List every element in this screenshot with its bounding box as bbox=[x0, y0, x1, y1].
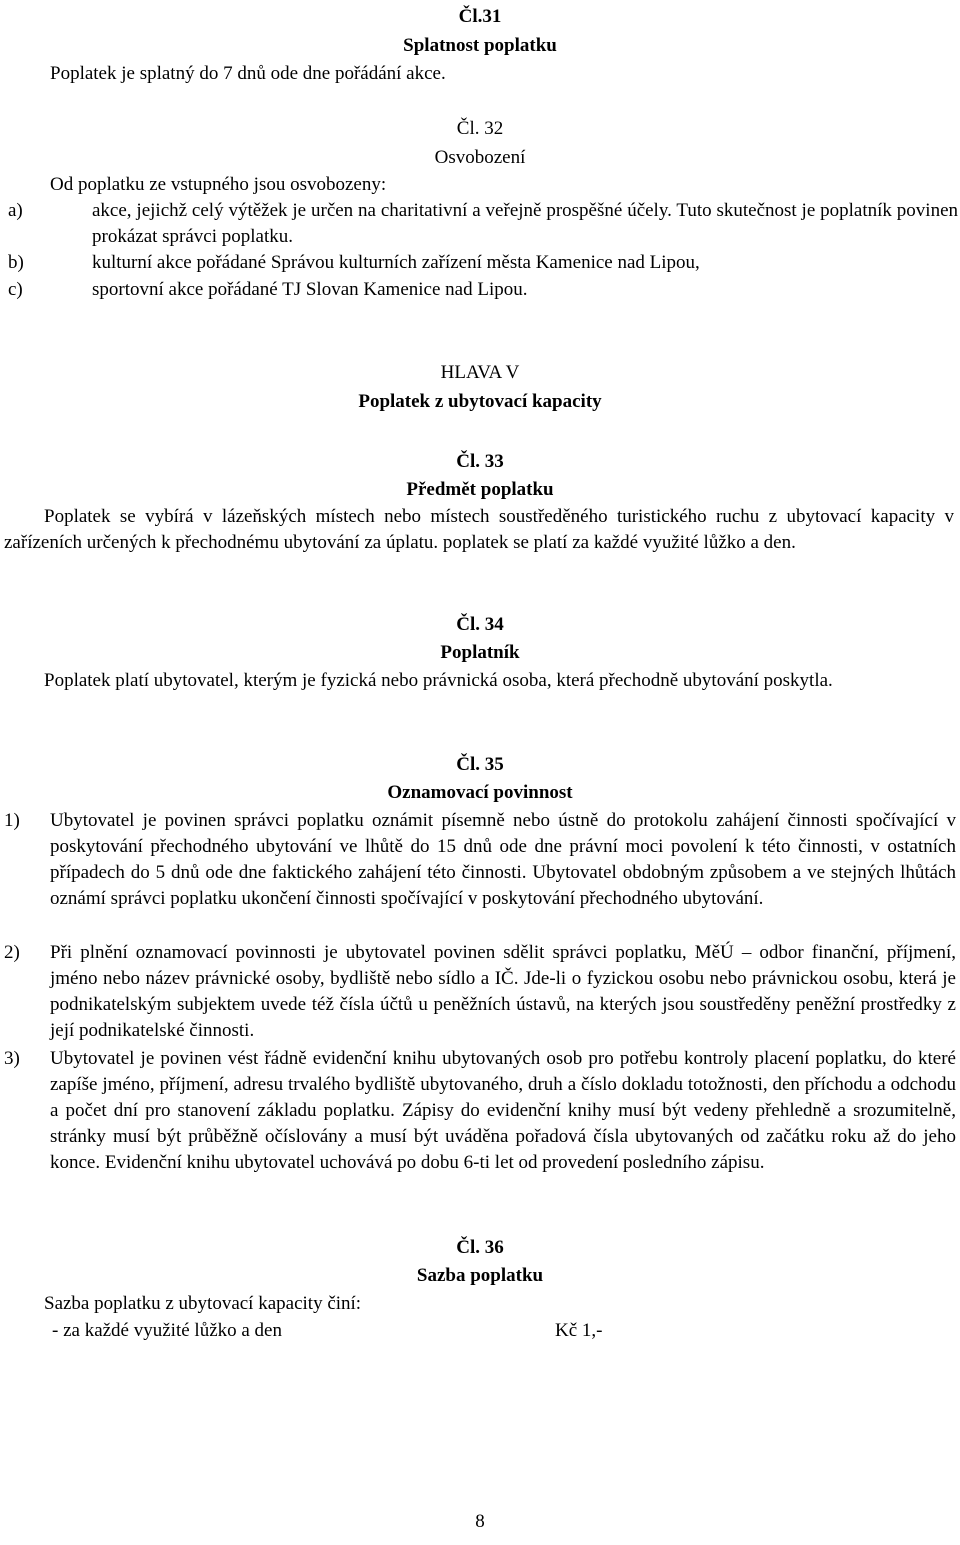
art32-number: Čl. 32 bbox=[456, 118, 504, 139]
chapter-subtitle: Poplatek z ubytovací kapacity bbox=[358, 391, 602, 412]
art33-title: Předmět poplatku bbox=[406, 479, 554, 500]
list-label: b) bbox=[8, 252, 24, 273]
art36-intro: Sazba poplatku z ubytovací kapacity činí: bbox=[44, 1293, 362, 1314]
list-text: Ubytovatel je povinen vést řádně evidenční knihu ubytovaných osob pro potřebu kontroly placení poplatku, do které zapíše jméno, příjmení, adresu trvalého bydliště ubytovaného, druh a číslo dokladu totožnosti, den příchodu a odchodu a počet dní pro stanovení základu poplatku. Zápisy do evidenční knihy musí být vedeny přehledně a srozumitelně, stránky musí být průběžně očíslovány a musí být uváděna pořadová čísla ubytovaných od začátku roku až do jeho konce. Evidenční knihu ubytovatel uchovává po dobu 6-ti let od provedení posledního zápisu. bbox=[50, 1048, 956, 1173]
art31-number: Čl.31 bbox=[458, 6, 502, 27]
list-label: 2) bbox=[4, 942, 20, 963]
art34-title: Poplatník bbox=[440, 642, 520, 663]
list-text: Při plnění oznamovací povinnosti je ubytovatel povinen sdělit správci poplatku, MěÚ – odbor finanční, příjmení, jméno nebo název právnické osoby, bydliště nebo sídlo a IČ. Jde-li o fyzickou osobu nebo právnickou osobu, která je podnikatelským subjektem uvede též čísla účtů u peněžních ústavů, na kterých jsou soustředěny peněžní prostředky z její podnikatelské činnosti. bbox=[50, 942, 956, 1041]
list-text: akce, jejichž celý výtěžek je určen na charitativní a veřejně prospěšné účely. Tuto skutečnost je poplatník povinen prokázat správci poplatku. bbox=[92, 200, 958, 247]
list-label: a) bbox=[8, 200, 23, 221]
art33-number: Čl. 33 bbox=[456, 451, 504, 472]
art35-title: Oznamovací povinnost bbox=[387, 782, 573, 803]
art32-intro: Od poplatku ze vstupného jsou osvobozeny: bbox=[50, 174, 387, 195]
art31-title: Splatnost poplatku bbox=[403, 35, 557, 56]
art32-title: Osvobození bbox=[434, 147, 526, 168]
art36-number: Čl. 36 bbox=[456, 1237, 504, 1258]
rate-row-value: Kč 1,- bbox=[555, 1320, 603, 1341]
art31-text: Poplatek je splatný do 7 dnů ode dne pořádání akce. bbox=[50, 63, 446, 84]
art33-text: Poplatek se vybírá v lázeňských místech nebo místech soustředěného turistického ruchu z ubytovací kapacity v zařízeních určených k přechodnému ubytování za úplatu. poplatek se platí za každé využité lůžko a den. bbox=[4, 506, 954, 553]
rate-row-label: - za každé využité lůžko a den bbox=[52, 1320, 282, 1341]
list-text: sportovní akce pořádané TJ Slovan Kamenice nad Lipou. bbox=[92, 279, 528, 300]
art34-text: Poplatek platí ubytovatel, kterým je fyzická nebo právnická osoba, která přechodně ubytování poskytla. bbox=[44, 670, 833, 691]
list-label: c) bbox=[8, 279, 23, 300]
page-number: 8 bbox=[475, 1511, 485, 1532]
list-label: 1) bbox=[4, 810, 20, 831]
art35-number: Čl. 35 bbox=[456, 754, 504, 775]
list-text: kulturní akce pořádané Správou kulturních zařízení města Kamenice nad Lipou, bbox=[92, 252, 700, 273]
art36-title: Sazba poplatku bbox=[416, 1265, 544, 1286]
art34-number: Čl. 34 bbox=[456, 614, 504, 635]
list-text: Ubytovatel je povinen správci poplatku oznámit písemně nebo ústně do protokolu zahájení činnosti spočívající v poskytování přechodného ubytování ve lhůtě do 15 dnů ode dne právní moci povolení k této činnosti, v ostatních případech do 5 dnů ode dne faktického zahájení této činnosti. Ubytovatel obdobným způsobem a ve stejných lhůtách oznámí správci poplatku ukončení činnosti spočívající v poskytování přechodného ubytování. bbox=[50, 810, 956, 909]
chapter-heading: HLAVA V bbox=[440, 362, 520, 383]
list-label: 3) bbox=[4, 1048, 20, 1069]
